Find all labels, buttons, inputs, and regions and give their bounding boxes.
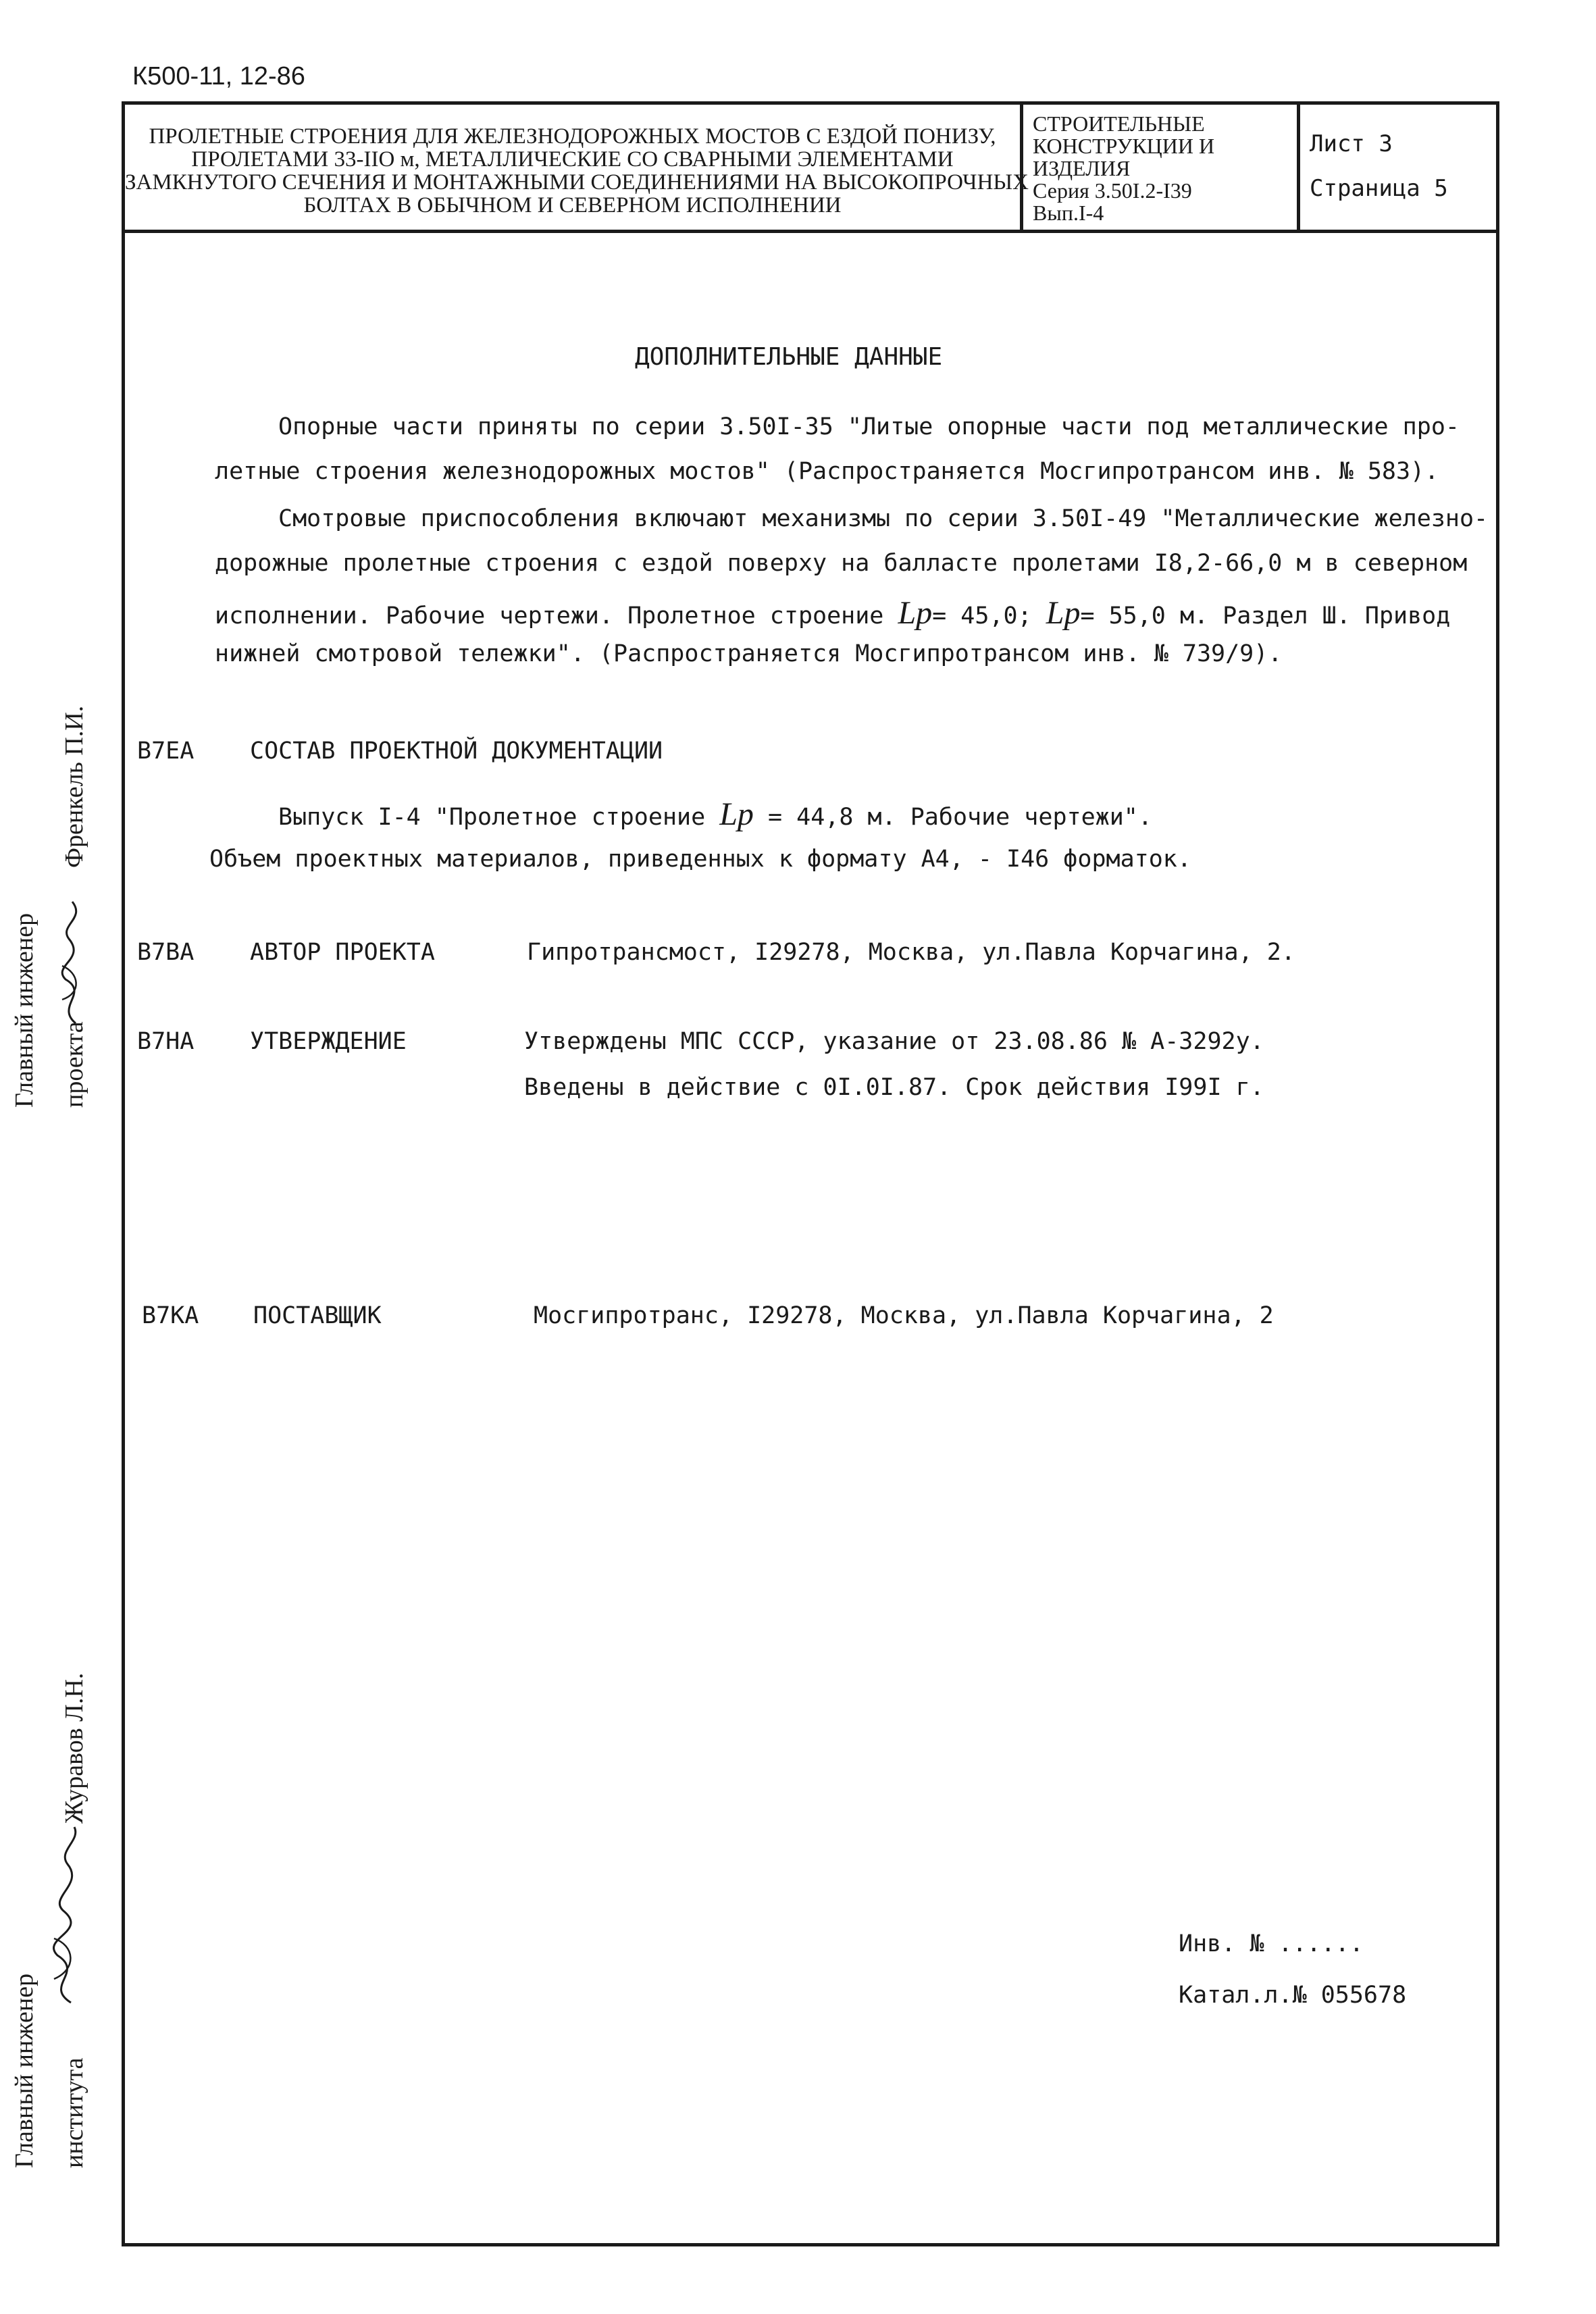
sheet-number: Лист 3 xyxy=(1310,130,1393,157)
title-line: ПРОЛЕТАМИ 33-IIO м, МЕТАЛЛИЧЕСКИЕ СО СВАРНЫМИ ЭЛЕМЕНТАМИ xyxy=(191,147,954,172)
supplier-value: Мосгипротранс, I29278, Москва, ул.Павла Корчагина, 2 xyxy=(534,1302,1274,1329)
page-number: Страница 5 xyxy=(1310,175,1448,202)
title-line: ПРОЛЕТНЫЕ СТРОЕНИЯ ДЛЯ ЖЕЛЕЗНОДОРОЖНЫХ МОСТОВ С ЕЗДОЙ ПОНИЗУ, xyxy=(149,124,996,149)
paragraph-line: летные строения железнодорожных мостов" (Распространяется Мосгипротрансом инв. № 583). xyxy=(215,458,1439,485)
series-block xyxy=(1023,105,1300,230)
document-title xyxy=(125,105,1029,230)
section-title: ПОСТАВЩИК xyxy=(253,1302,382,1329)
approval-line: Введены в действие с 0I.0I.87. Срок действия I99I г. xyxy=(524,1074,1264,1101)
paragraph-line: Объем проектных материалов, приведенных к формату А4, - I46 форматок. xyxy=(209,846,1191,873)
section-heading: ДОПОЛНИТЕЛЬНЫЕ ДАННЫЕ xyxy=(635,343,943,371)
paragraph-line: дорожные пролетные строения с ездой поверху на балласте пролетами I8,2-66,0 м в северном xyxy=(215,550,1468,577)
series-line: КОНСТРУКЦИИ И xyxy=(1033,134,1215,158)
sidebar-name: Френкель П.И. xyxy=(60,705,88,868)
paragraph-line xyxy=(278,796,1152,833)
author-value: Гипротрансмост, I29278, Москва, ул.Павла Корчагина, 2. xyxy=(527,939,1295,966)
title-line: БОЛТАХ В ОБЫЧНОМ И СЕВЕРНОМ ИСПОЛНЕНИИ xyxy=(303,193,842,217)
sidebar-name: Журавов Л.Н. xyxy=(60,1672,88,1824)
series-line: Серия 3.50I.2-I39 xyxy=(1033,178,1192,203)
section-title: СОСТАВ ПРОЕКТНОЙ ДОКУМЕНТАЦИИ xyxy=(250,738,663,765)
sidebar-project-line: проекта xyxy=(60,1021,88,1108)
approval-line: Утверждены МПС СССР, указание от 23.08.86 № А-3292у. xyxy=(524,1028,1264,1055)
sidebar-role: Главный инженер xyxy=(10,912,38,1108)
lp-symbol: Lp xyxy=(719,796,754,832)
sidebar-role: Главный инженер xyxy=(10,1973,38,2168)
section-title: УТВЕРЖДЕНИЕ xyxy=(250,1028,407,1055)
lp-symbol: Lp xyxy=(898,595,933,631)
signature-mark xyxy=(37,1824,98,2006)
text-fragment: = 44,8 м. Рабочие чертежи". xyxy=(768,804,1152,831)
sheet-block xyxy=(1300,105,1496,230)
series-line: Вып.I-4 xyxy=(1033,201,1104,225)
signature-mark xyxy=(49,898,96,1027)
section-code: B7EA xyxy=(137,738,195,765)
paragraph-line: нижней смотровой тележки". (Распространяется Мосгипротрансом инв. № 739/9). xyxy=(215,640,1283,667)
section-code: B7BA xyxy=(137,939,195,966)
series-line: СТРОИТЕЛЬНЫЕ xyxy=(1033,111,1205,136)
text-fragment: = 55,0 м. Раздел Ш. Привод xyxy=(1080,602,1451,629)
title-block xyxy=(125,105,1496,233)
paragraph-line xyxy=(215,594,1450,632)
lp-symbol: Lp xyxy=(1046,595,1081,631)
catalog-code: К500-11, 12-86 xyxy=(132,62,305,91)
catalog-sheet-number: Катал.л.№ 055678 xyxy=(1179,1982,1407,2009)
text-fragment: = 45,0; xyxy=(932,602,1032,629)
series-line: ИЗДЕЛИЯ xyxy=(1033,156,1131,180)
sidebar-institute-line: института xyxy=(60,2057,88,2168)
paragraph-line: Смотровые приспособления включают механизмы по серии 3.50I-49 "Металлические железно- xyxy=(278,505,1489,532)
text-fragment: исполнении. Рабочие чертежи. Пролетное строение xyxy=(215,602,884,629)
title-line: ЗАМКНУТОГО СЕЧЕНИЯ И МОНТАЖНЫМИ СОЕДИНЕНИЯМИ НА ВЫСОКОПРОЧНЫХ xyxy=(125,170,1029,195)
section-code: B7HA xyxy=(137,1028,195,1055)
paragraph-line: Опорные части приняты по серии 3.50I-35 "Литые опорные части под металлические про- xyxy=(278,413,1460,440)
section-title: АВТОР ПРОЕКТА xyxy=(250,939,435,966)
inventory-number: Инв. № ...... xyxy=(1179,1930,1364,1957)
text-fragment: Выпуск I-4 "Пролетное строение xyxy=(278,804,706,831)
section-code: B7KA xyxy=(142,1302,199,1329)
